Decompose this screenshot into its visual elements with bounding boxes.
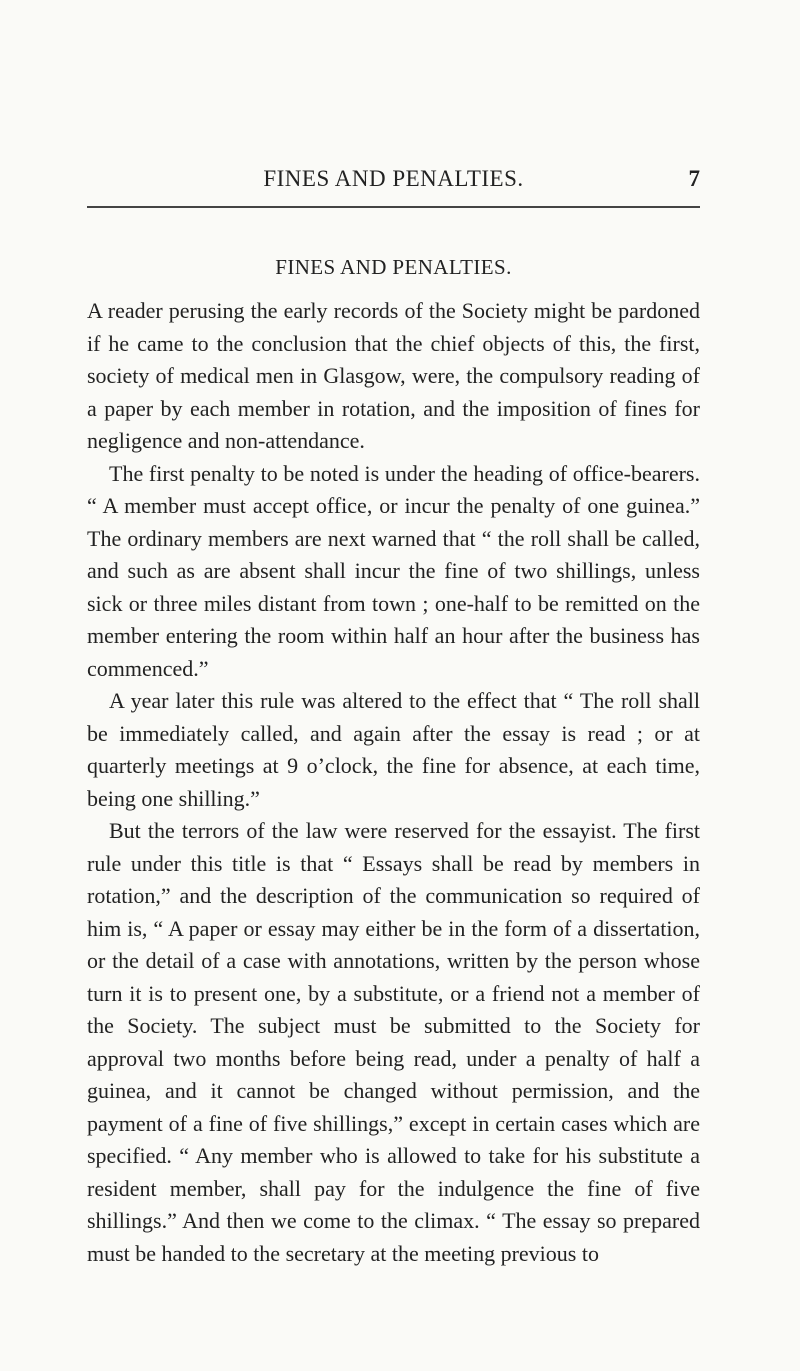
header-rule — [87, 206, 700, 208]
running-head — [87, 164, 700, 194]
section-title: FINES AND PENALTIES. — [275, 255, 512, 279]
paragraph: A year later this rule was altered to the effect that “ The roll shall be immediately called, and again after the essay is read ; or at quarterly meetings at 9 o’clock, the fine for absence, at each time, being one shilling.” — [87, 688, 700, 811]
paragraph: The first penalty to be noted is under the heading of office-bearers. “ A member must accept office, or incur the penalty of one guinea.” The ordinary members are next warned that “ the roll shall be called, and such as are absent shall incur the fine of two shillings, unless sick or three miles distant from town ; one-half to be remitted on the member entering the room within half an hour after the business has commenced.” — [87, 460, 700, 681]
main-text — [87, 252, 700, 1270]
paragraph: But the terrors of the law were reserved for the essayist. The first rule under this title is that “ Essays shall be read by members in rotation,” and the description of the communication so required of him is, “ A paper or essay may either be in the form of a dissertation, or the detail of a case with annotations, written by the person whose turn it is to present one, by a substitute, or a friend not a member of the Society. The subject must be submitted to the Society for approval two months before being read, under a penalty of half a guinea, and it cannot be changed without permission, and the payment of a fine of five shillings,” except in certain cases which are specified. “ Any member who is allowed to take for his substitute a resident member, shall pay for the indulgence the fine of five shillings.” And then we come to the climax. “ The essay so prepared must be handed to the secretary at the meeting previous to — [87, 818, 700, 1266]
paragraph: A reader perusing the early records of the Society might be pardoned if he came to the conclusion that the chief objects of this, the first, society of medical men in Glasgow, were, the compulsory reading of a paper by each member in rotation, and the imposition of fines for negligence and non-attendance. — [87, 298, 700, 453]
page-number: 7 — [688, 166, 700, 191]
running-title: FINES AND PENALTIES. — [263, 166, 524, 191]
